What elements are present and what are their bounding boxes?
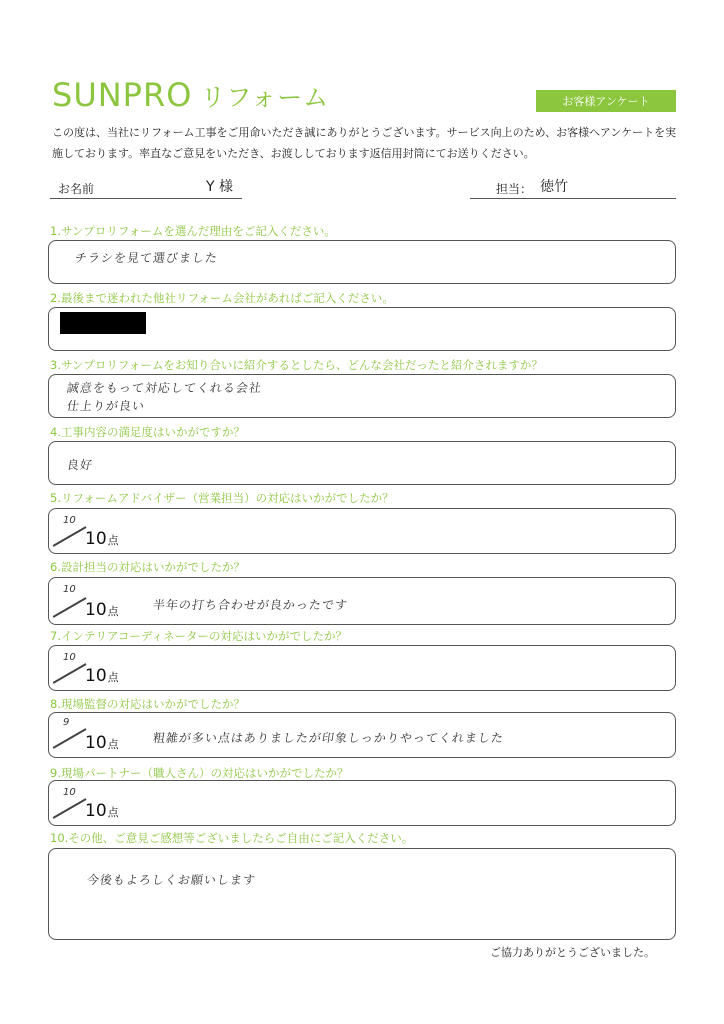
handwritten-score: 10	[63, 652, 76, 663]
answer-box-1	[48, 240, 676, 284]
question-9: 9.現場パートナー（職人さん）の対応はいかがでしたか？	[50, 766, 349, 780]
handwritten-answer: 良好	[65, 458, 94, 472]
score-value: 10点	[85, 600, 119, 620]
question-6: 6.設計担当の対応はいかがでしたか？	[50, 560, 245, 574]
question-3: 3.サンプロリフォームをお知り合いに紹介するとしたら、どんな会社だったと紹介されますか？	[50, 358, 543, 372]
score-slash	[53, 663, 87, 683]
handwritten-answer: チラシを見て選びました	[73, 251, 219, 265]
question-7: 7.インテリアコーディネーターの対応はいかがでしたか？	[50, 629, 347, 643]
score-slash	[53, 597, 87, 617]
staff-value: 徳竹	[540, 179, 568, 195]
handwritten-score: 10	[63, 787, 76, 798]
handwritten-answer: 今後もよろしくお願いします	[85, 873, 257, 887]
handwritten-answer-line-2: 仕上りが良い	[65, 399, 146, 413]
question-2: 2.最後まで迷われた他社リフォーム会社があればご記入ください。	[50, 291, 394, 305]
name-label: お名前	[58, 182, 95, 196]
handwritten-score: 9	[63, 717, 70, 728]
handwritten-answer: 誠意をもって対応してくれる会社	[65, 381, 263, 395]
score-slash	[53, 798, 87, 818]
handwritten-answer: 半年の打ち合わせが良かったです	[151, 598, 349, 612]
score-value: 10点	[85, 801, 119, 821]
answer-box-5	[48, 508, 676, 554]
answer-box-6	[48, 577, 676, 625]
brand-name: SUNPRO	[52, 76, 193, 114]
sunpro-logo	[52, 76, 329, 116]
score-value: 10点	[85, 529, 119, 549]
answer-box-4	[48, 441, 676, 485]
redaction-bar	[60, 312, 146, 334]
staff-label: 担当：	[496, 182, 533, 196]
question-8: 8.現場監督の対応はいかがでしたか？	[50, 697, 245, 711]
score-slash	[53, 728, 87, 748]
score-slash	[53, 526, 87, 546]
question-4: 4.工事内容の満足度はいかがですか？	[50, 425, 245, 439]
question-10: 10.その他、ご意見ご感想等ございましたらご自由にご記入ください。	[50, 831, 414, 845]
score-value: 10点	[85, 733, 119, 753]
question-1: 1.サンプロリフォームを選んだ理由をご記入ください。	[50, 224, 336, 238]
answer-box-7	[48, 645, 676, 691]
handwritten-score: 10	[63, 584, 76, 595]
answer-box-3	[48, 374, 676, 418]
question-5: 5.リフォームアドバイザー（営業担当）の対応はいかがでしたか？	[50, 491, 394, 505]
intro-text: この度は、当社にリフォーム工事をご用命いただき誠にありがとうございます。サービス向上のため、お客様へアンケートを実施しております。率直なご意見をいただき、お渡ししております返信用封筒にてお送りください。	[52, 126, 677, 160]
survey-tag: お客様アンケート	[536, 90, 676, 112]
brand-sub: リフォーム	[200, 83, 330, 112]
answer-box-10	[48, 848, 676, 940]
name-value: Y 様	[206, 179, 234, 195]
handwritten-score: 10	[63, 515, 76, 526]
handwritten-answer: 粗雑が多い点はありましたが印象しっかりやってくれました	[151, 731, 505, 745]
answer-box-8	[48, 712, 676, 758]
answer-box-9	[48, 780, 676, 826]
score-value: 10点	[85, 666, 119, 686]
thanks-text: ご協力ありがとうございました。	[490, 946, 655, 959]
